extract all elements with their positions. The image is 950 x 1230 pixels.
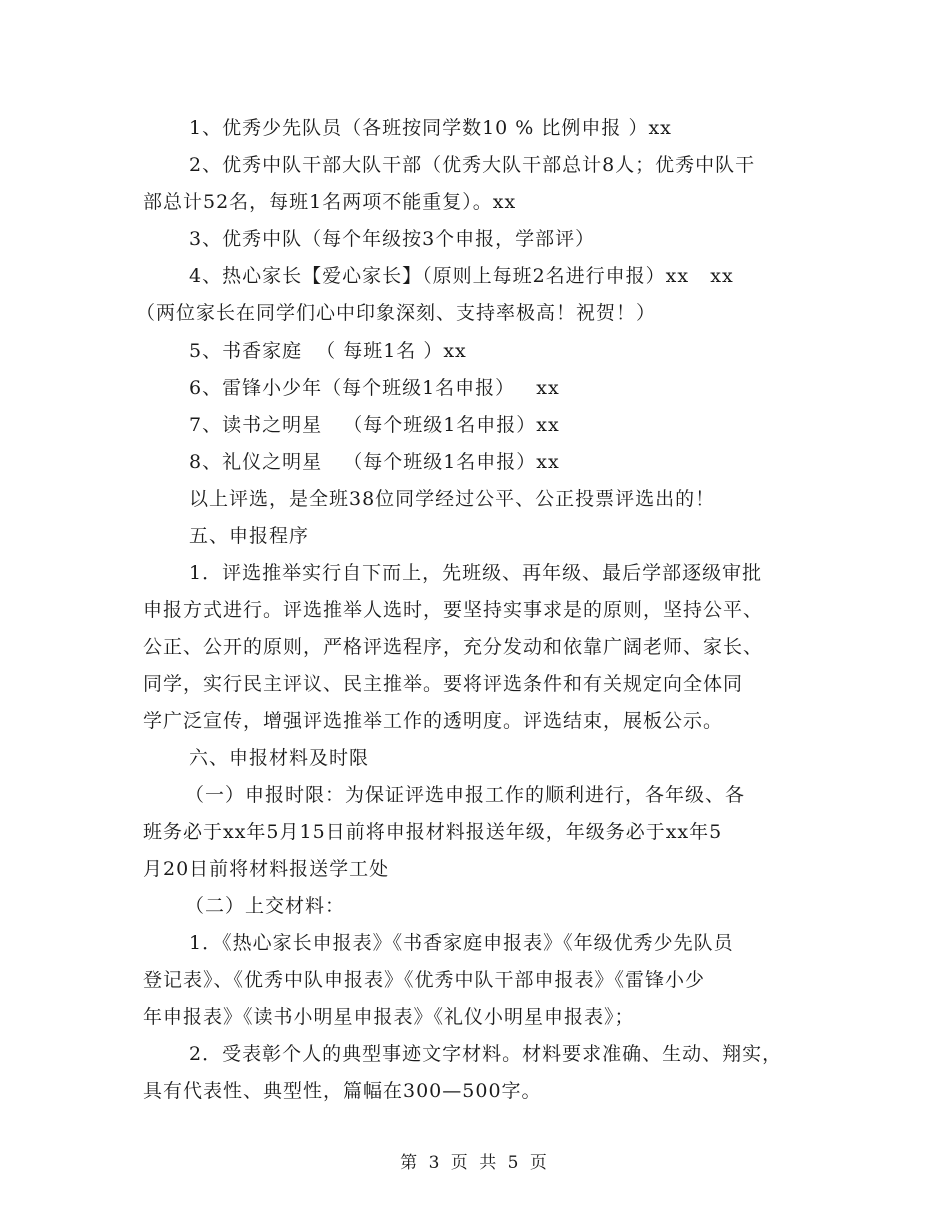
- text-line: 7、读书之明星 （每个班级1名申报）xx: [189, 414, 560, 436]
- text-line: （二）上交材料：: [185, 895, 346, 917]
- text-line: 同学，实行民主评议、民主推举。要将评选条件和有关规定向全体同: [143, 673, 744, 695]
- text-line: 8、礼仪之明星 （每个班级1名申报）xx: [189, 451, 560, 473]
- text-line: 月20日前将材料报送学工处: [143, 858, 390, 880]
- text-line: 1、优秀少先队员（各班按同学数10 % 比例申报 ）xx: [189, 117, 672, 139]
- text-line: 2、优秀中队干部大队干部（优秀大队干部总计8人；优秀中队干: [189, 154, 756, 176]
- text-line: 5、书香家庭 （ 每班1名 ）xx: [189, 340, 467, 362]
- text-line: 班务必于xx年5月15日前将申报材料报送年级，年级务必于xx年5: [143, 821, 723, 843]
- section-heading: 五、申报程序: [189, 525, 310, 547]
- text-line: 登记表》、《优秀中队申报表》《优秀中队干部申报表》《雷锋小少: [143, 969, 706, 991]
- text-line: 部总计52名，每班1名两项不能重复）。xx: [143, 191, 517, 213]
- section-heading: 六、申报材料及时限: [189, 747, 370, 769]
- text-line: 具有代表性、典型性，篇幅在300—500字。: [143, 1080, 542, 1102]
- text-line: 申报方式进行。评选推举人选时，要坚持实事求是的原则，坚持公平、: [143, 599, 764, 621]
- text-line: 6、雷锋小少年（每个班级1名申报） xx: [189, 377, 560, 399]
- text-line: （两位家长在同学们心中印象深刻、支持率极高！祝贺！）: [136, 302, 657, 324]
- text-line: 1．《热心家长申报表》《书香家庭申报表》《年级优秀少先队员: [189, 932, 734, 954]
- text-line: 1．评选推举实行自下而上，先班级、再年级、最后学部逐级审批: [189, 562, 763, 584]
- text-line: 2．受表彰个人的典型事迹文字材料。材料要求准确、生动、翔实，: [189, 1043, 783, 1065]
- text-line: 4、热心家长【爱心家长】（原则上每班2名进行申报）xx xx: [189, 265, 734, 287]
- text-line: 3、优秀中队（每个年级按3个申报，学部评）: [189, 228, 596, 250]
- text-line: 公正、公开的原则，严格评选程序，充分发动和依靠广阔老师、家长、: [143, 636, 764, 658]
- page-number-footer: 第 3 页 共 5 页: [400, 1153, 550, 1173]
- text-line: （一）申报时限：为保证评选申报工作的顺利进行，各年级、各: [185, 784, 746, 806]
- text-line: 学广泛宣传，增强评选推举工作的透明度。评选结束，展板公示。: [143, 710, 724, 732]
- text-line: 年申报表》《读书小明星申报表》《礼仪小明星申报表》；: [143, 1006, 635, 1028]
- text-line: 以上评选，是全班38位同学经过公平、公正投票评选出的！: [189, 488, 716, 510]
